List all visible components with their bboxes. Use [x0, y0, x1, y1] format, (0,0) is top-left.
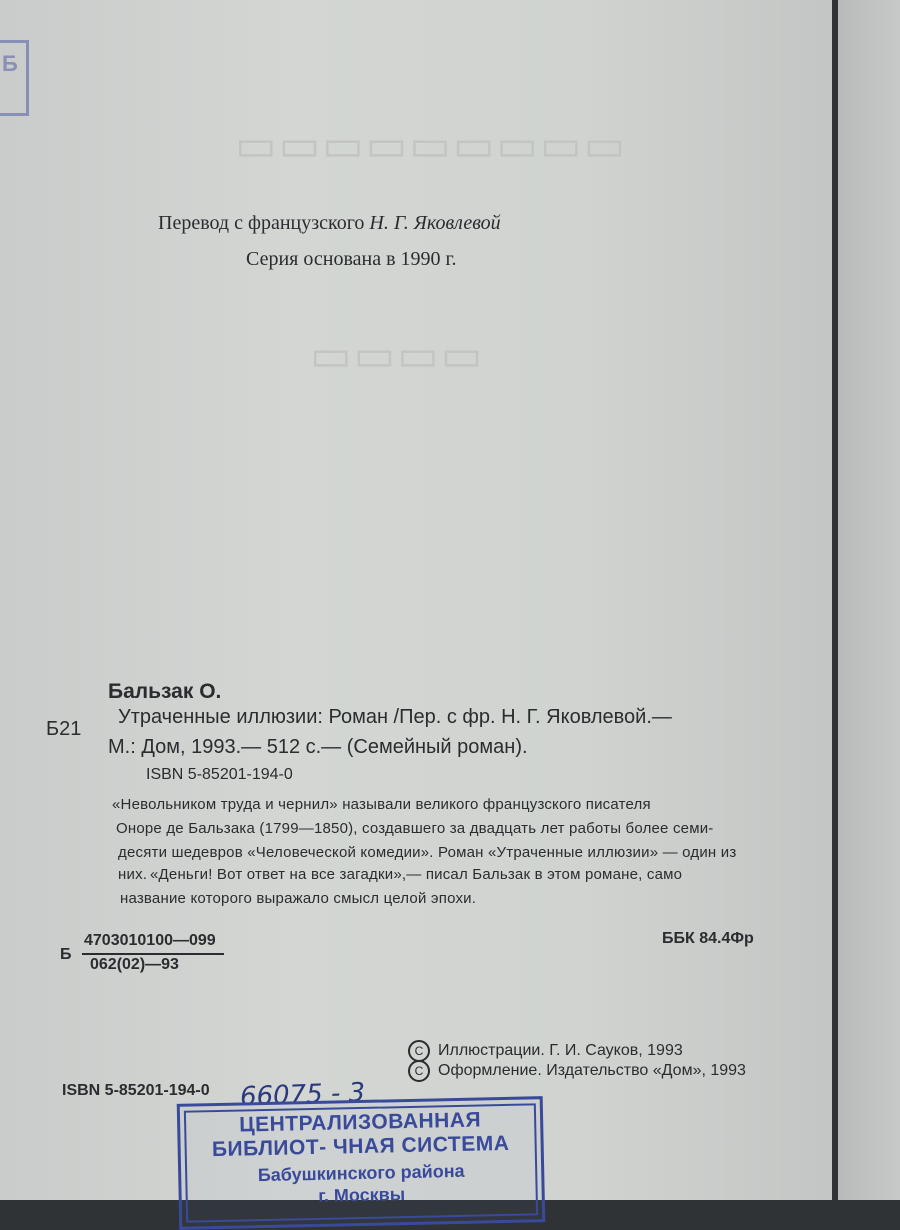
library-stamp — [177, 1096, 546, 1230]
abstract-line: Оноре де Бальзака (1799—1850), создавшего за двадцать лет работы более семи- — [116, 820, 714, 837]
classification-code-bottom: 062(02)—93 — [90, 956, 179, 973]
abstract-line: «Деньги! Вот ответ на все загадки»,— писал Бальзак в этом романе, само — [150, 866, 683, 883]
stamp-line: Бабушкинского района — [257, 1160, 465, 1186]
show-through-text: ▭▭▭▭ — [310, 331, 485, 380]
fraction-rule — [82, 953, 224, 955]
abstract-line: название которого выражало смысл целой эпохи. — [120, 890, 477, 907]
adjacent-page-edge — [838, 0, 900, 1200]
bbk-code: ББК 84.4Фр — [662, 930, 754, 947]
classification-letter: Б — [60, 946, 72, 963]
catalog-isbn: ISBN 5-85201-194-0 — [146, 766, 293, 783]
abstract-line: десяти шедевров «Человеческой комедии». Роман «Утраченные иллюзии» — один из — [118, 844, 737, 861]
copyright-design — [408, 1060, 746, 1082]
translator-name: Н. Г. Яковлевой — [369, 212, 501, 234]
translation-credit — [158, 212, 501, 235]
handwritten-inventory-number: 66075 - 3 — [239, 1077, 366, 1113]
catalog-author: Бальзак О. — [108, 680, 222, 703]
series-line: Серия основана в 1990 г. — [246, 248, 457, 270]
edge-stamp-letter: Б — [2, 51, 18, 76]
edge-stamp-fragment — [0, 40, 29, 116]
copyright-icon: C — [408, 1060, 430, 1082]
stamp-line: БИБЛИОТ- ЧНАЯ СИСТЕМА — [211, 1131, 510, 1162]
catalog-code: Б21 — [46, 718, 82, 740]
catalog-title-line: Утраченные иллюзии: Роман /Пер. с фр. Н. Г. Яковлевой.— — [118, 706, 672, 728]
abstract-line: них. — [118, 866, 148, 883]
abstract-line: «Невольником труда и чернил» называли великого французского писателя — [112, 796, 651, 813]
stamp-line: г. Москвы — [318, 1184, 406, 1206]
catalog-imprint-line: М.: Дом, 1993.— 512 с.— (Семейный роман). — [108, 736, 528, 758]
translation-prefix: Перевод с французского — [158, 212, 370, 234]
copyright-illustrations — [408, 1040, 683, 1062]
show-through-text: ▭▭▭▭▭▭▭▭▭ — [235, 121, 628, 170]
copyright-line: Оформление. Издательство «Дом», 1993 — [438, 1062, 746, 1080]
copyright-line: Иллюстрации. Г. И. Сауков, 1993 — [438, 1042, 683, 1060]
stamp-line: ЦЕНТРАЛИЗОВАННАЯ — [239, 1108, 482, 1137]
classification-code-top: 4703010100—099 — [84, 932, 216, 949]
bottom-isbn: ISBN 5-85201-194-0 — [62, 1082, 210, 1099]
copyright-icon: C — [408, 1040, 430, 1062]
